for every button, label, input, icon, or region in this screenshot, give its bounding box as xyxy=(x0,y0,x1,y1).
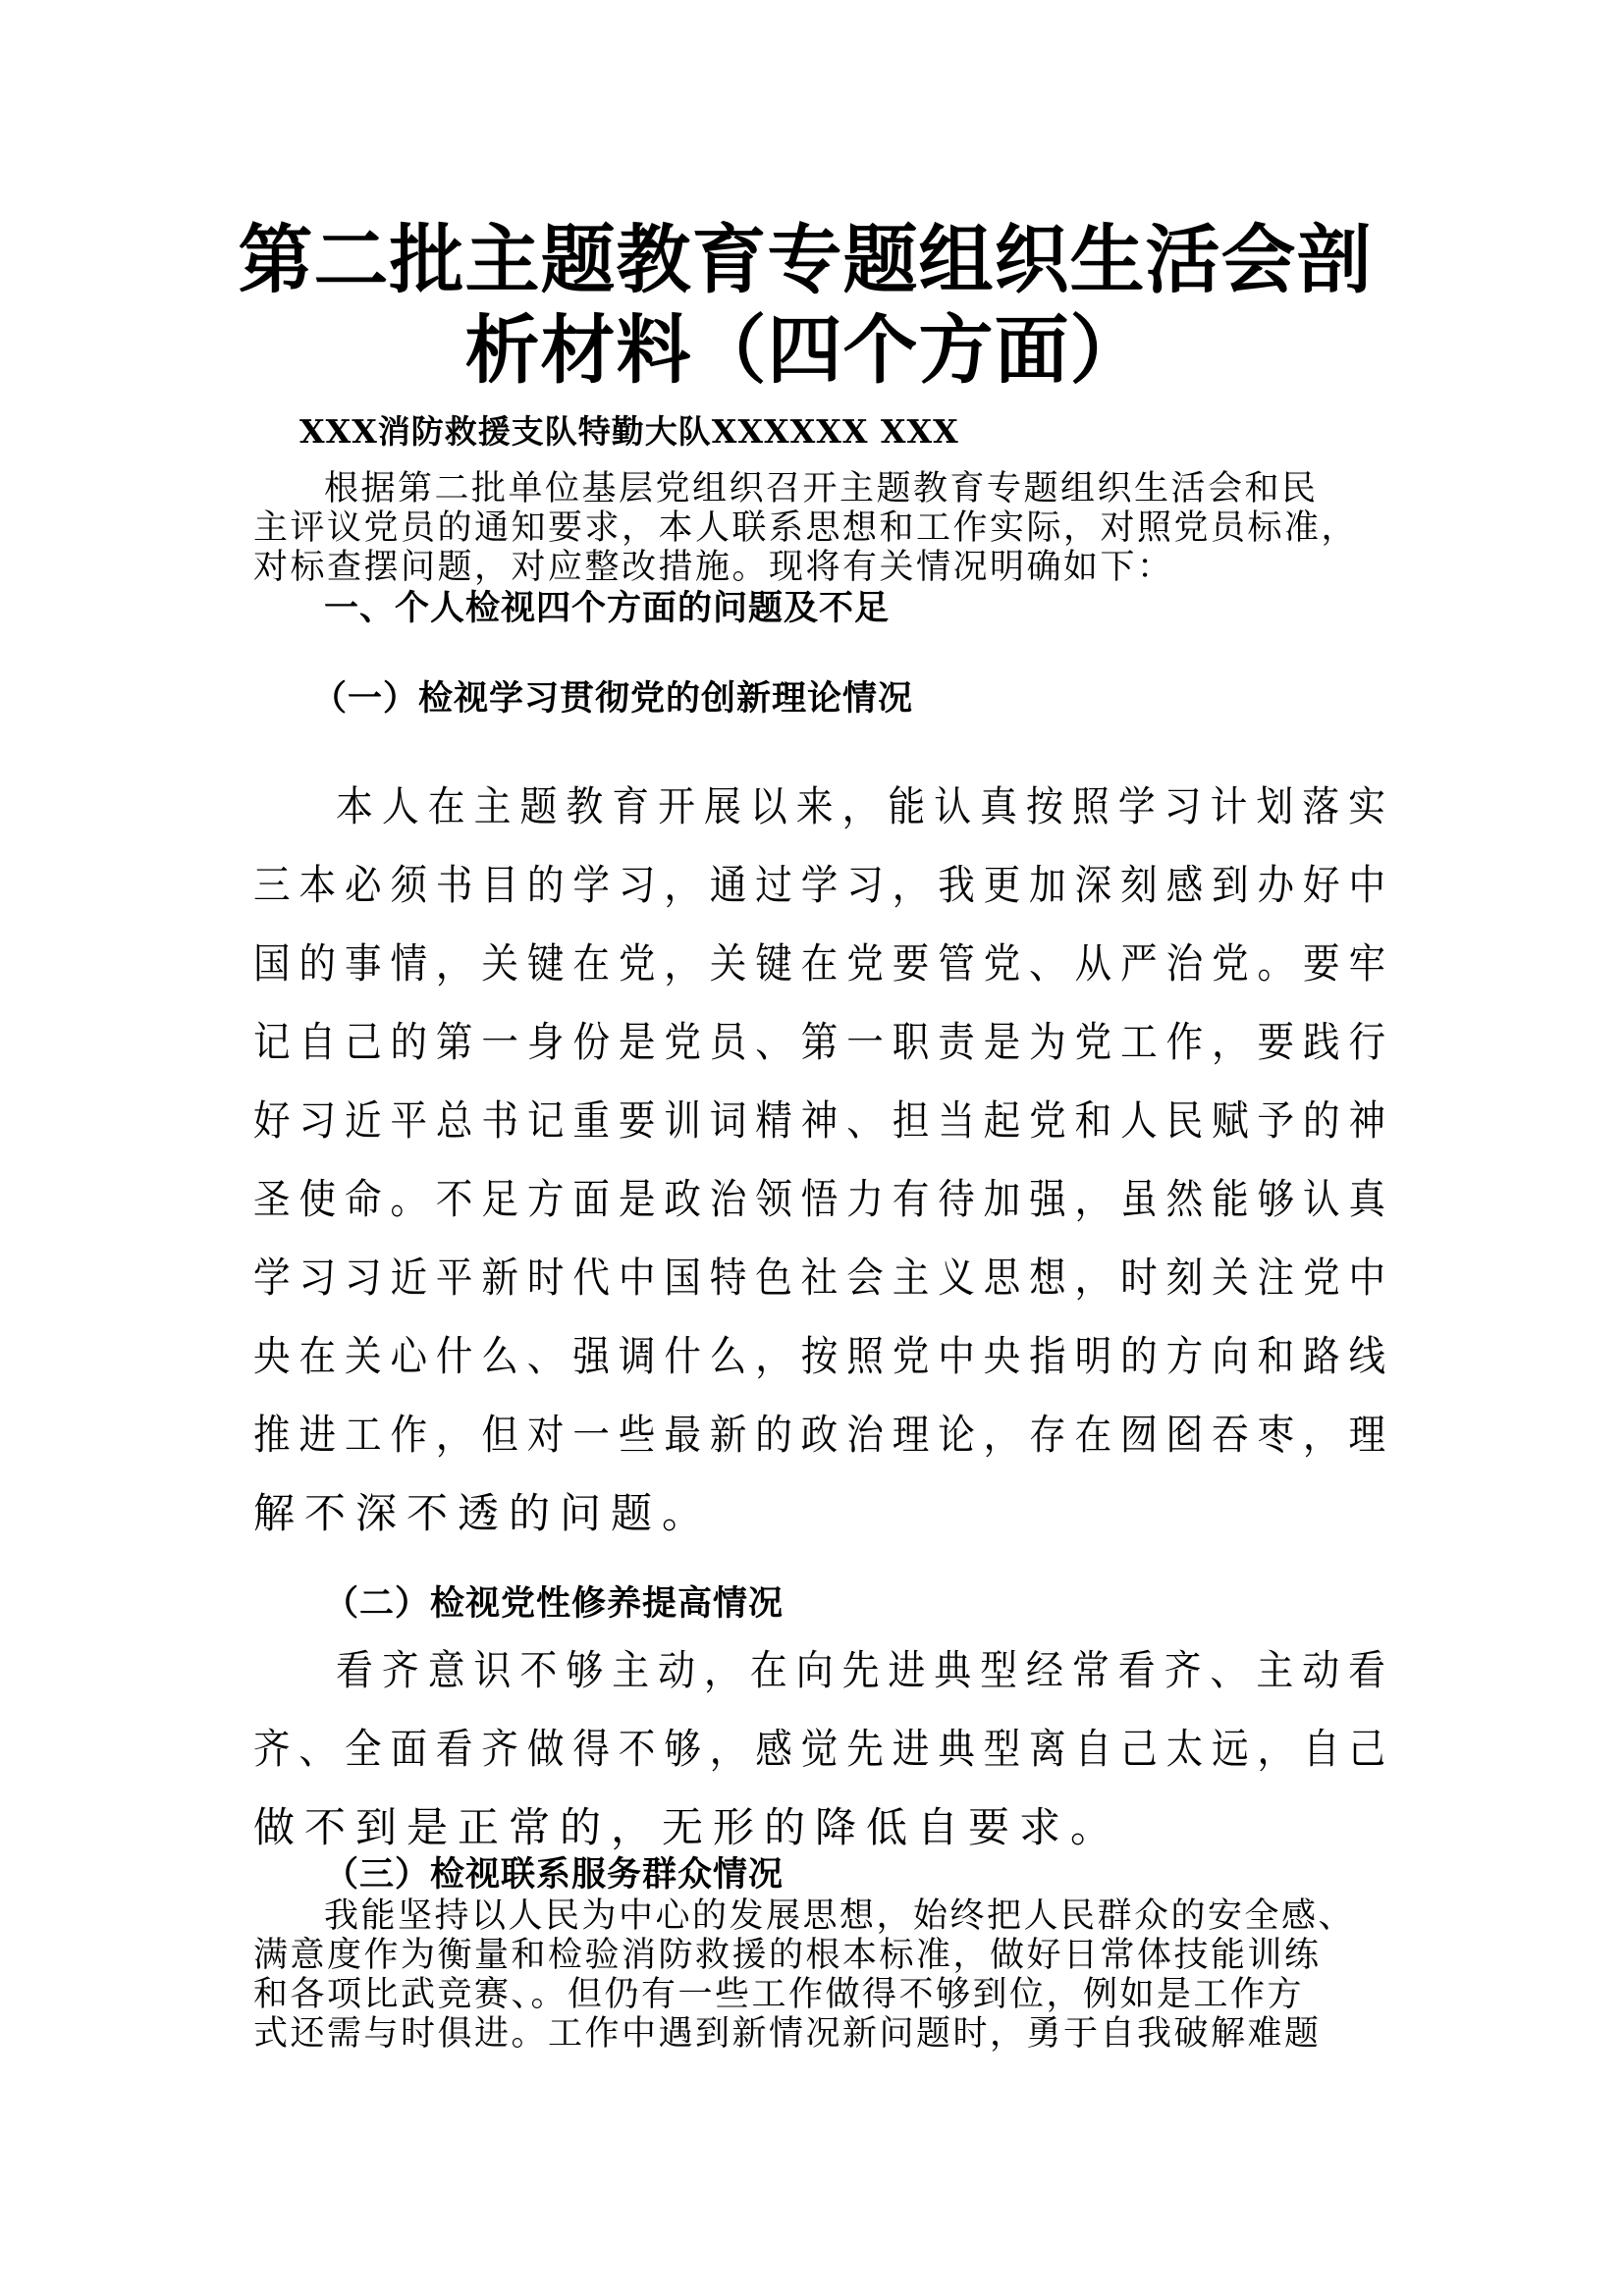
body-line: 推进工作，但对一些最新的政治理论，存在囫囵吞枣，理 xyxy=(253,1411,1395,1459)
subsection-heading-2: （二）检视党性修养提高情况 xyxy=(324,1583,785,1624)
document-title-line-1: 第二批主题教育专题组织生活会剖 xyxy=(238,216,1373,303)
body-line: 本人在主题教育开展以来，能认真按照学习计划落实 xyxy=(336,782,1395,830)
body-line: 央在关心什么、强调什么，按照党中央指明的方向和路线 xyxy=(253,1332,1395,1380)
body-line: 学习习近平新时代中国特色社会主义思想，时刻关注党中 xyxy=(253,1254,1395,1302)
body-line: 三本必须书目的学习，通过学习，我更加深刻感到办好中 xyxy=(253,861,1395,909)
body-line: 齐、全面看齐做得不够，感觉先进典型离自己太远，自己 xyxy=(253,1725,1395,1773)
body-line: 国的事情，关键在党，关键在党要管党、从严治党。要牢 xyxy=(253,939,1395,988)
document-title-line-2: 析材料（四个方面） xyxy=(464,306,1146,394)
body-line: 满意度作为衡量和检验消防救援的根本标准，做好日常体技能训练 xyxy=(253,1936,1322,1975)
body-line: 记自己的第一身份是党员、第一职责是为党工作，要践行 xyxy=(253,1018,1395,1066)
intro-line: 主评议党员的通知要求，本人联系思想和工作实际，对照党员标准， xyxy=(253,508,1359,548)
body-line: 和各项比武竞赛、。但仍有一些工作做得不够到位，例如是工作方 xyxy=(253,1975,1305,2014)
body-line: 好习近平总书记重要训词精神、担当起党和人民赋予的神 xyxy=(253,1096,1395,1145)
body-line: 做不到是正常的，无形的降低自要求。 xyxy=(253,1803,1122,1851)
subsection-heading-3: （三）检视联系服务群众情况 xyxy=(324,1854,785,1895)
subsection-heading-1: （一）检视学习贯彻党的创新理论情况 xyxy=(312,678,914,719)
body-line: 我能坚持以人民为中心的发展思想，始终把人民群众的安全感、 xyxy=(324,1896,1356,1936)
body-line: 解不深不透的问题。 xyxy=(253,1489,714,1537)
body-line: 圣使命。不足方面是政治领悟力有待加强，虽然能够认真 xyxy=(253,1175,1395,1223)
intro-line: 根据第二批单位基层党组织召开主题教育专题组织生活会和民 xyxy=(324,469,1319,508)
body-line: 看齐意识不够主动，在向先进典型经常看齐、主动看 xyxy=(336,1646,1395,1694)
intro-line: 对标查摆问题，对应整改措施。现将有关情况明确如下： xyxy=(253,548,1174,587)
section-heading-1: 一、个人检视四个方面的问题及不足 xyxy=(324,588,891,628)
author-byline: XXX消防救援支队特勤大队XXXXXX XXX xyxy=(299,412,959,451)
body-line: 式还需与时俱进。工作中遇到新情况新问题时，勇于自我破解难题 xyxy=(253,2014,1322,2054)
